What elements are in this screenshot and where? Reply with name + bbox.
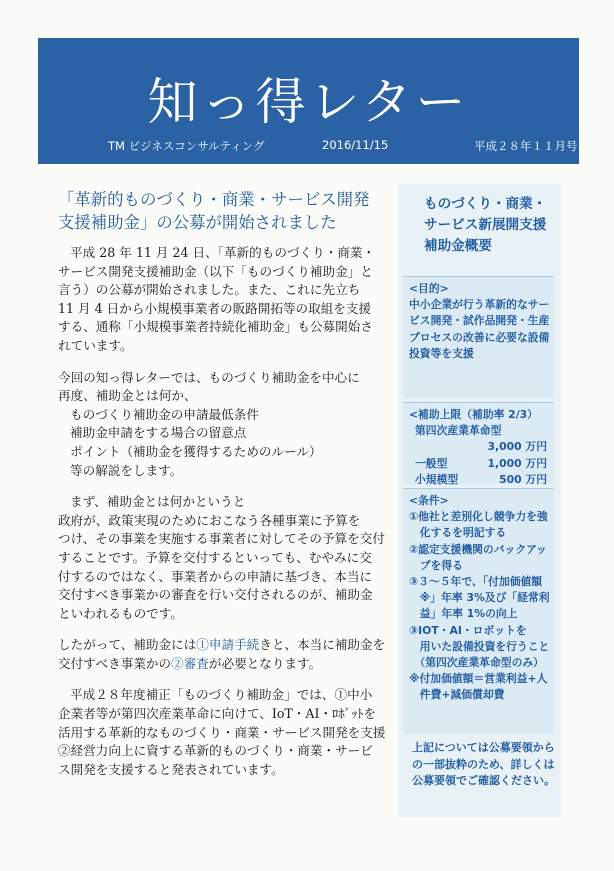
limit-row: 一般型 1,000 万円: [415, 456, 547, 470]
conditions-box: <条件> ①他社と差別化し競争力を強 化するを明記する ②認定支援機関のバックアッ プを得る ③３～５年で、「付加価値額 ※」年率 3%及び「経常利 益」年率 1%の向上 ③IOT・AI・ロボットを 用いた設備投資を行うこと （第四次産業革命型のみ） ※付加価値額＝営業利益+人 件費+減価償却費: [403, 488, 554, 734]
list-item: ポイント（補助金を獲得するためのルール）: [70, 443, 322, 459]
sidebar-note: 上記については公募要領から の一部抜粋のため、詳しくは 公募要領でご確認ください。: [412, 741, 555, 787]
limit-row: 第四次産業革命型: [415, 424, 502, 438]
highlight-review: ②審査: [171, 655, 209, 671]
paragraph-4: したがって、補助金には①申請手続きと、本当に補助金を 交付すべき事業かの②審査が必要となります。: [58, 637, 386, 671]
paragraph-2: 今回の知っ得レターでは、ものづくり補助金を中心に 再度、補助金とは何か、 ものづくり補助金の申請最低条件 補助金申請をする場合の留意点 ポイント（補助金を獲得するためのルール） 等の解説をします。: [58, 369, 388, 481]
company-name: TM ビジネスコンサルティング: [108, 139, 265, 153]
limit-title: <補助上限（補助率 2/3）: [409, 408, 538, 421]
summary-sidebar: [398, 184, 561, 817]
article-body: [58, 188, 388, 779]
highlight-application: ①申請手続: [196, 637, 260, 653]
paragraph-3: まず、補助金とは何かというと 政府が、政策実現のためにおこなう各種事業に予算を つけ、その事業を実施する事業者に対してその予算を交付 することです。予算を交付するといっても、むやみに交 付するのではなく、事業者からの申請に基づき、本当に 交付すべき事業かの審査を行い交付されるのが、補助金 といわれるものです。: [58, 494, 385, 621]
sidebar-title: ものづくり・商業・ サービス新展開支援 補助金概要: [424, 196, 547, 254]
issue-number: 平成２８年１１月号: [474, 139, 578, 153]
purpose-box: <目的> 中小企業が行う革新的なサー ビス開発・試作品開発・生産 プロセスの改善に必要な設備 投資等を支援: [403, 276, 554, 398]
header-banner: [38, 38, 579, 164]
paragraph-1: 平成 28 年 11 月 24 日、「革新的ものづくり・商業・ サービス開発支援補助金（以下「ものづくり補助金」と 言う）の公募が開始されました。また、これに先立ち 11 月 4 日から小規模事業者の販路開拓等の取組を支援 する、通称「小規模事業者持続化補助金」も公募開始さ れています。: [58, 245, 376, 353]
list-item: ものづくり補助金の申請最低条件: [70, 406, 259, 422]
limit-row: 小規模型 500 万円: [415, 472, 547, 486]
issue-date: 2016/11/15: [322, 138, 389, 152]
list-item: 補助金申請をする場合の留意点: [70, 425, 247, 441]
limit-row: 3,000 万円: [487, 440, 547, 454]
article-heading: 「革新的ものづくり・商業・サービス開発 支援補助金」の公募が開始されました: [58, 190, 370, 232]
limit-box: [403, 402, 554, 484]
paragraph-5: 平成２８年度補正「ものづくり補助金」では、①中小 企業者等が第四次産業革命に向けて、IoT・AI・ﾛﾎﾞｯﾄを 活用する革新的なものづくり・商業・サービス開発を支援 ②経営力向上に資する革新的ものづくり・商業・サービ ス開発を支援すると発表されています。: [58, 687, 386, 777]
newsletter-title: 知っ得レター: [147, 73, 470, 131]
